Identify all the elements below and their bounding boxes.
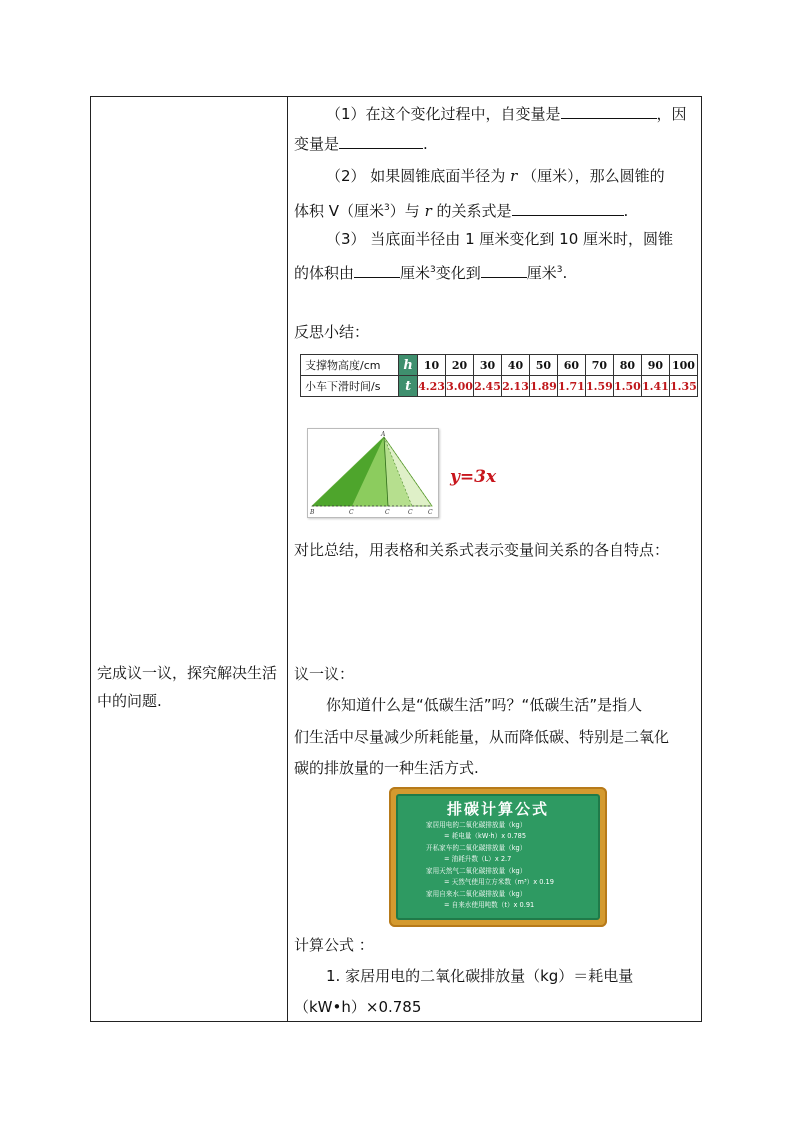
chalkboard-line: = 天然气使用立方米数（m³）x 0.19 — [444, 878, 554, 886]
chalkboard-title: 排碳计算公式 — [446, 800, 549, 818]
table-cell: 40 — [501, 355, 529, 376]
table-cell: 4.23 — [418, 376, 446, 397]
formula-section-label: 计算公式 ： — [294, 936, 374, 954]
chalkboard-line: 家居用电的二氧化碳排放量（kg） — [426, 821, 527, 829]
answer-blank-relation[interactable] — [512, 199, 624, 216]
table-cell: 1.35 — [669, 376, 697, 397]
table-cell: 80 — [613, 355, 641, 376]
table-cell: 1.59 — [585, 376, 613, 397]
row-symbol: h — [399, 355, 418, 376]
answer-blank-independent[interactable] — [561, 102, 657, 119]
table-cell: 90 — [641, 355, 669, 376]
question-1-line-1: （1）在这个变化过程中，自变量是 ，因 — [294, 99, 698, 129]
table-row — [301, 376, 698, 397]
chalkboard-surface — [396, 794, 600, 920]
answer-blank-end-volume[interactable] — [481, 261, 527, 278]
table-cell: 30 — [473, 355, 501, 376]
activity-description: 完成议一议，探究解决生活中的问题. — [97, 664, 278, 710]
chalkboard-line: 开私家车的二氧化碳排放量（kg） — [426, 844, 527, 852]
question-2-line-1: （2） 如果圆锥底面半径为 r （厘米），那么圆锥的 — [326, 167, 665, 185]
table-cell: 70 — [585, 355, 613, 376]
question-3-line-2: 的体积由 厘米$^3$变化到 厘米$^3$. — [294, 255, 698, 288]
discussion-paragraph-line-3: 碳的排放量的一种生活方式. — [294, 759, 479, 777]
chalkboard-line: = 耗电量（kW·h）x 0.785 — [444, 832, 527, 840]
reflection-label: 反思小结： — [294, 323, 370, 341]
point-label: A — [381, 431, 386, 438]
table-cell: 1.89 — [529, 376, 557, 397]
table-cell: 20 — [446, 355, 474, 376]
table-cell: 1.71 — [557, 376, 585, 397]
height-time-table — [300, 354, 698, 397]
question-3-line-1: （3） 当底面半径由 1 厘米变化到 10 厘米时，圆锥 — [326, 230, 674, 248]
chalkboard-line: = 自来水使用吨数（t）x 0.91 — [444, 901, 535, 909]
formula-item-1-line-1: 1. 家居用电的二氧化碳排放量（kg）＝耗电量 — [326, 967, 634, 985]
chalkboard-line: 家用天然气二氧化碳排放量（kg） — [426, 867, 527, 875]
row-header: 支撑物高度/cm — [301, 355, 399, 376]
table-cell: 1.41 — [641, 376, 669, 397]
question-2-line-2: 体积 V（厘米$^3$）与 r 的关系式是 . — [294, 193, 698, 226]
row-symbol: t — [399, 376, 418, 397]
chalkboard-line: = 油耗升数（L）x 2.7 — [444, 855, 512, 863]
summary-prompt: 对比总结，用表格和关系式表示变量间关系的各自特点： — [294, 541, 670, 559]
table-cell: 1.50 — [613, 376, 641, 397]
chalkboard-line: 家用自来水二氧化碳排放量（kg） — [426, 890, 527, 898]
layout-table — [90, 96, 702, 1022]
relation-formula: y=3x — [450, 467, 497, 487]
answer-blank-start-volume[interactable] — [354, 261, 400, 278]
table-cell: 100 — [669, 355, 697, 376]
point-label: B — [310, 509, 315, 516]
table-cell: 2.45 — [473, 376, 501, 397]
carbon-formula-chalkboard — [389, 787, 607, 927]
triangle-diagram — [308, 429, 438, 517]
table-cell: 2.13 — [501, 376, 529, 397]
formula-item-1-line-2: （kW•h）×0.785 — [294, 998, 422, 1016]
discussion-paragraph-line-2: 们生活中尽量减少所耗能量，从而降低碳、特别是二氧化 — [294, 728, 670, 746]
row-header: 小车下滑时间/s — [301, 376, 399, 397]
table-row — [301, 355, 698, 376]
table-cell: 3.00 — [446, 376, 474, 397]
column-divider — [287, 97, 288, 1021]
point-label: C — [408, 509, 413, 516]
cone-triangle-figure — [307, 428, 439, 518]
table-cell: 50 — [529, 355, 557, 376]
point-label: C — [349, 509, 354, 516]
discussion-label: 议一议： — [294, 665, 355, 683]
table-cell: 60 — [557, 355, 585, 376]
table-cell: 10 — [418, 355, 446, 376]
answer-blank-dependent[interactable] — [339, 132, 423, 149]
point-label: C — [428, 509, 433, 516]
point-label: C — [385, 509, 390, 516]
discussion-paragraph-line-1: 你知道什么是“低碳生活”吗？“低碳生活”是指人 — [326, 696, 643, 714]
question-1-line-2: 变量是 . — [294, 129, 698, 159]
